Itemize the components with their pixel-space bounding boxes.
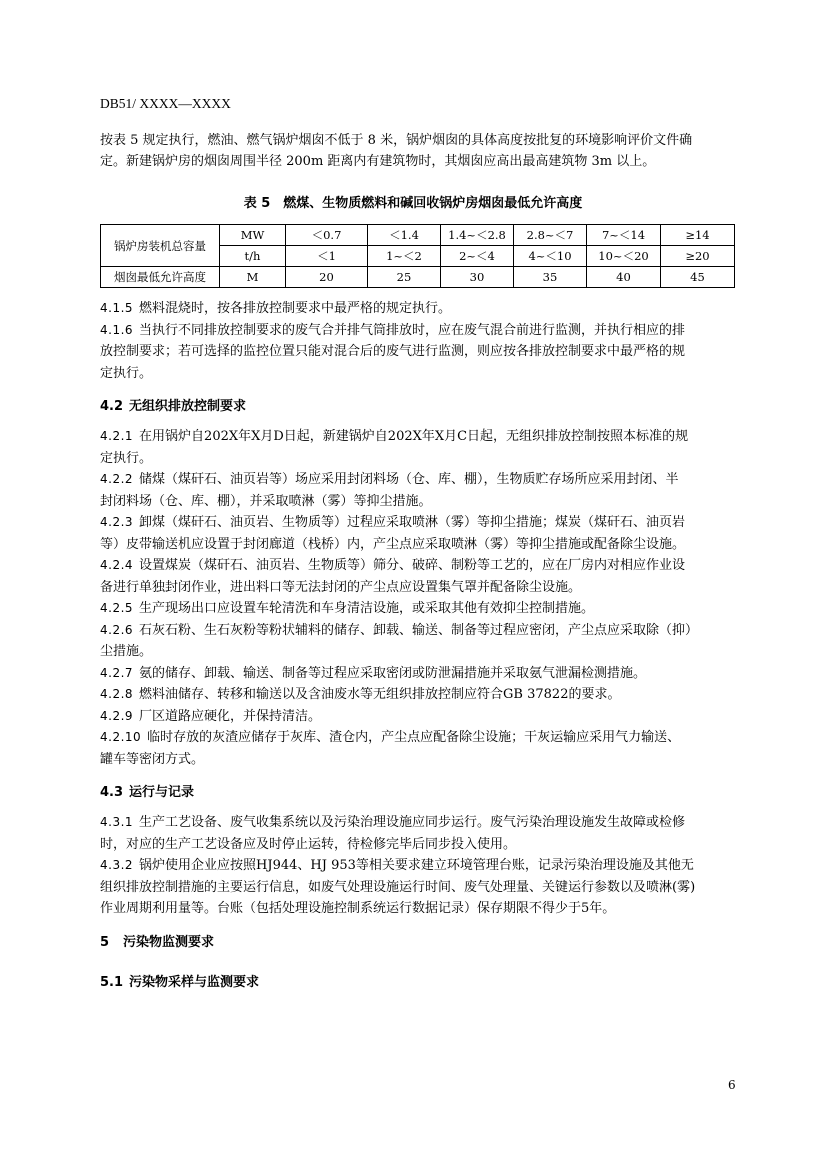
clause-paragraph	[100, 320, 734, 385]
clause-text: 锅炉使用企业应按照HJ944、HJ 953等相关要求建立环境管理台账，记录污染治理设施及其他无	[139, 858, 694, 873]
clause-paragraph	[100, 512, 734, 555]
clause-line	[100, 491, 734, 513]
height-cell: 45	[661, 267, 735, 288]
table-caption: 表 5 燃煤、生物质燃料和碱回收锅炉房烟囱最低允许高度	[243, 196, 583, 211]
height-cell: 25	[368, 267, 441, 288]
clause-paragraph	[100, 684, 734, 706]
clause-line	[100, 898, 734, 920]
section-heading	[100, 782, 734, 803]
clause-text: 卸煤（煤矸石、油页岩、生物质等）过程应采取喷淋（雾）等抑尘措施；煤炭（煤矸石、油页岩	[139, 515, 686, 530]
clause-paragraph	[100, 812, 734, 855]
clause-text: 石灰石粉、生石灰粉等粉状辅料的储存、卸载、输送、制备等过程应密闭，产尘点应采取除（抑）	[139, 622, 699, 638]
clause-line	[100, 320, 734, 342]
clause-paragraph	[100, 426, 734, 469]
clause-line	[100, 834, 734, 856]
section-title: 无组织排放控制要求	[129, 399, 247, 414]
intro-paragraph	[100, 130, 734, 172]
clause-line	[100, 469, 734, 491]
section-title: 污染物采样与监测要求	[129, 974, 260, 990]
height-cell: 20	[286, 267, 368, 288]
clause-line	[100, 426, 734, 448]
clause-line	[100, 298, 734, 320]
clause-text: 罐车等密闭方式。	[100, 751, 205, 767]
page-number: 6	[728, 1078, 736, 1092]
clause-number: 4.3.1	[100, 815, 134, 829]
mw-range-cell: 7~＜14	[587, 225, 661, 246]
unit-cell: t/h	[220, 246, 286, 267]
clause-text: 时，对应的生产工艺设备应及时停止运转，待检修完毕后同步投入使用。	[100, 836, 517, 852]
clause-text: 作业周期利用量等。台账（包括处理设施控制系统运行数据记录）保存期限不得少于5年。	[100, 901, 616, 916]
clause-line	[100, 534, 734, 556]
clause-text: 放控制要求；若可选择的监控位置只能对混合后的废气进行监测，则应按各排放控制要求中最严格的规	[100, 344, 686, 359]
clause-line	[100, 663, 734, 685]
clause-number: 4.2.4	[100, 558, 134, 572]
th-range-cell: 4~＜10	[514, 246, 587, 267]
mw-range-cell: 1.4~＜2.8	[441, 225, 514, 246]
th-range-cell: 1~＜2	[368, 246, 441, 267]
clause-number: 4.3.2	[100, 858, 134, 872]
th-range-cell: 2~＜4	[441, 246, 514, 267]
clause-number: 4.2.8	[100, 687, 134, 701]
section-heading	[100, 396, 734, 417]
unit-cell: MW	[220, 225, 286, 246]
clause-text: 生产工艺设备、废气收集系统以及污染治理设施应同步运行。废气污染治理设施发生故障或检修	[139, 815, 686, 830]
intro-line: 定。新建锅炉房的烟囱周围半径 200m 距离内有建筑物时，其烟囱应高出最高建筑物 3m 以上。	[100, 154, 656, 169]
clause-text: 在用锅炉自202X年X月D日起，新建锅炉自202X年X月C日起，无组织排放控制按照本标准的规	[139, 429, 689, 444]
clause-number: 4.2.10	[100, 730, 142, 744]
th-range-cell: 10~＜20	[587, 246, 661, 267]
clause-text: 燃料混烧时，按各排放控制要求中最严格的规定执行。	[139, 301, 452, 316]
mw-range-cell: ≥14	[661, 225, 735, 246]
clause-text: 组织排放控制措施的主要运行信息，如废气处理设施运行时间、废气处理量、关键运行参数以及喷淋(雾)	[100, 879, 696, 895]
clause-line	[100, 855, 734, 877]
unit-cell: M	[220, 267, 286, 288]
clause-text: 定执行。	[100, 450, 153, 466]
clause-line	[100, 749, 734, 771]
clause-line	[100, 577, 734, 599]
clause-paragraph	[100, 855, 734, 920]
clause-line	[100, 598, 734, 620]
table-row	[101, 225, 735, 246]
clause-number: 4.2.6	[100, 622, 134, 637]
section-heading	[100, 932, 734, 953]
height-cell: 30	[441, 267, 514, 288]
clause-text: 氨的储存、卸载、输送、制备等过程应采取密闭或防泄漏措施并采取氨气泄漏检测措施。	[139, 665, 647, 681]
mw-range-cell: ＜0.7	[286, 225, 368, 246]
height-cell: 40	[587, 267, 661, 288]
clause-line	[100, 877, 734, 899]
table-row	[101, 267, 735, 288]
section-number: 5	[100, 934, 110, 950]
section-number: 5.1	[100, 974, 124, 990]
section-title: 污染物监测要求	[123, 934, 215, 950]
section-number: 4.2	[100, 399, 124, 414]
clause-paragraph	[100, 469, 734, 512]
clause-line	[100, 706, 734, 728]
clause-text: 尘措施。	[100, 644, 153, 659]
mw-range-cell: 2.8~＜7	[514, 225, 587, 246]
clause-line	[100, 620, 734, 642]
capacity-header-cell: 锅炉房装机总容量	[101, 225, 220, 267]
th-range-cell: ≥20	[661, 246, 735, 267]
clause-text: 等）皮带输送机应设置于封闭廊道（栈桥）内，产尘点应采取喷淋（雾）等抑尘措施或配备除尘设施。	[100, 536, 686, 552]
clause-text: 设置煤炭（煤矸石、油页岩、生物质等）筛分、破碎、制粉等工艺的，应在厂房内对相应作业设	[139, 558, 686, 573]
section-title: 运行与记录	[129, 785, 195, 800]
clause-text: 封闭料场（仓、库、棚），并采取喷淋（雾）等抑尘措施。	[100, 493, 432, 509]
clause-number: 4.2.5	[100, 601, 134, 615]
section-number: 4.3	[100, 785, 124, 800]
clause-line	[100, 555, 734, 577]
height-cell: 35	[514, 267, 587, 288]
clause-number: 4.2.3	[100, 515, 134, 529]
clause-text: 备进行单独封闭作业，进出料口等无法封闭的产尘点应设置集气罩并配备除尘设施。	[100, 579, 582, 595]
clause-paragraph	[100, 555, 734, 598]
clause-text: 临时存放的灰渣应储存于灰库、渣仓内，产尘点应配备除尘设施；干灰运输应采用气力输送、	[147, 730, 681, 745]
clause-line	[100, 641, 734, 663]
clause-text: 燃料油储存、转移和输送以及含油废水等无组织排放控制应符合GB 37822的要求。	[139, 687, 621, 702]
section-heading	[100, 972, 734, 993]
clause-text: 生产现场出口应设置车轮清洗和车身清洁设施，或采取其他有效抑尘控制措施。	[139, 601, 595, 616]
clause-text: 厂区道路应硬化，并保持清洁。	[139, 708, 322, 724]
clause-line	[100, 448, 734, 470]
clause-number: 4.1.6	[100, 322, 134, 337]
mw-range-cell: ＜1.4	[368, 225, 441, 246]
body-content	[100, 298, 734, 1002]
clause-line	[100, 341, 734, 363]
clause-number: 4.2.2	[100, 472, 134, 486]
clause-line	[100, 812, 734, 834]
clause-line	[100, 727, 734, 749]
clause-paragraph	[100, 727, 734, 770]
clause-line	[100, 363, 734, 385]
chimney-height-table	[100, 224, 735, 288]
intro-line: 按表 5 规定执行，燃油、燃气锅炉烟囱不低于 8 米，锅炉烟囱的具体高度按批复的环境影响评价文件确	[100, 133, 693, 148]
height-header-cell: 烟囱最低允许高度	[101, 267, 220, 288]
clause-paragraph	[100, 663, 734, 685]
clause-paragraph	[100, 706, 734, 728]
clause-paragraph	[100, 620, 734, 663]
clause-number: 4.1.5	[100, 301, 134, 315]
clause-text: 当执行不同排放控制要求的废气合并排气筒排放时，应在废气混合前进行监测，并执行相应的排	[139, 322, 686, 338]
th-range-cell: ＜1	[286, 246, 368, 267]
clause-paragraph	[100, 298, 734, 320]
clause-number: 4.2.9	[100, 708, 134, 723]
clause-text: 定执行。	[100, 365, 153, 381]
standard-code-header: DB51/ XXXX—XXXX	[100, 96, 231, 111]
clause-line	[100, 512, 734, 534]
clause-text: 储煤（煤矸石、油页岩等）场应采用封闭料场（仓、库、棚），生物质贮存场所应采用封闭、半	[139, 472, 679, 487]
clause-number: 4.2.1	[100, 429, 134, 443]
clause-number: 4.2.7	[100, 665, 134, 680]
clause-line	[100, 684, 734, 706]
clause-paragraph	[100, 598, 734, 620]
